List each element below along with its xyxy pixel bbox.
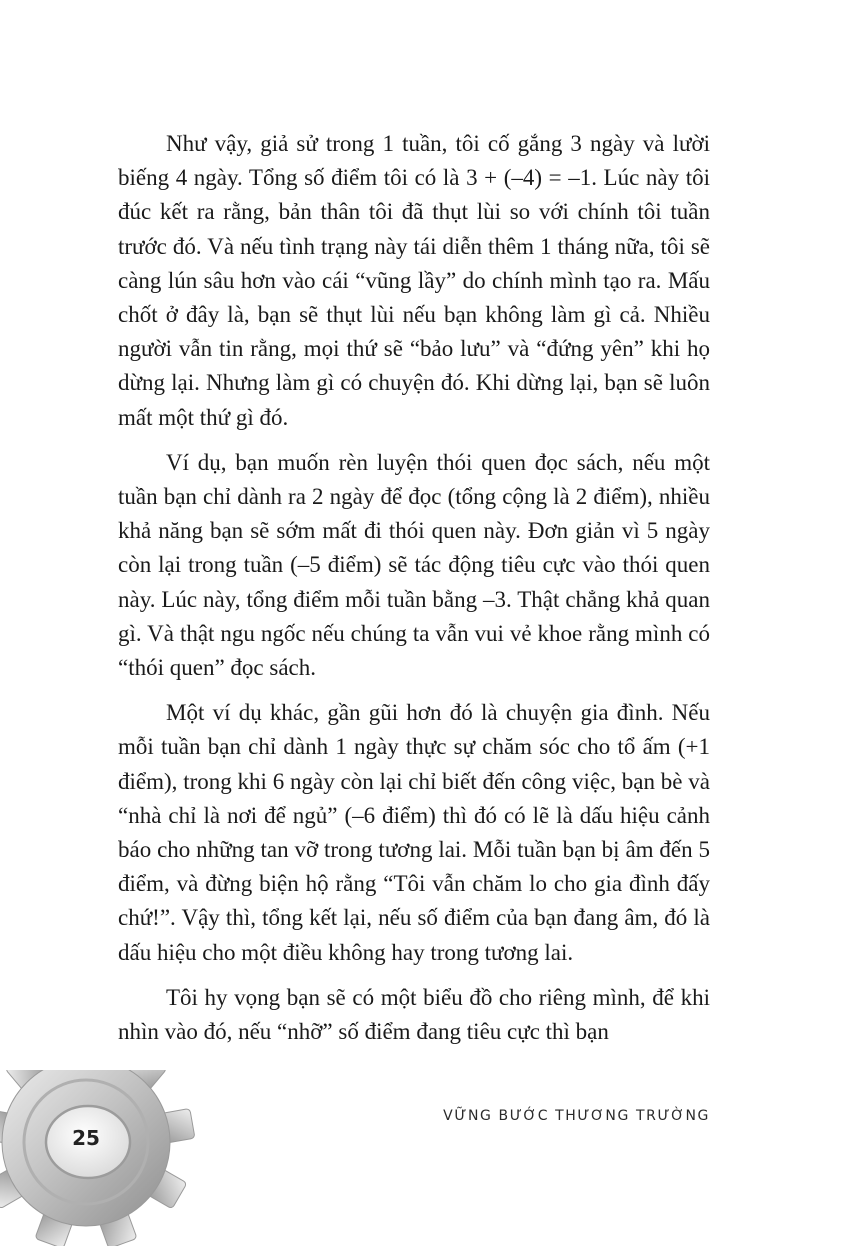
paragraph-2: Ví dụ, bạn muốn rèn luyện thói quen đọc sách, nếu một tuần bạn chỉ dành ra 2 ngày để đọc (tổng cộng là 2 điểm), nhiều khả năng bạn sẽ sớm mất đi thói quen này. Đơn giản vì 5 ngày còn lại trong tuần (–5 điểm) sẽ tác động tiêu cực vào thói quen này. Lúc này, tổng điểm mỗi tuần bằng –3. Thật chẳng khả quan gì. Và thật ngu ngốc nếu chúng ta vẫn vui vẻ khoe rằng mình có “thói quen” đọc sách.	[118, 449, 710, 681]
paragraph-3: Một ví dụ khác, gần gũi hơn đó là chuyện gia đình. Nếu mỗi tuần bạn chỉ dành 1 ngày thực sự chăm sóc cho tổ ấm (+1 điểm), trong khi 6 ngày còn lại chỉ biết đến công việc, bạn bè và “nhà chỉ là nơi để ngủ” (–6 điểm) thì đó có lẽ là dấu hiệu cảnh báo cho những tan vỡ trong tương lai. Mỗi tuần bạn bị âm đến 5 điểm, và đừng biện hộ rằng “Tôi vẫn chăm lo cho gia đình đấy chứ!”. Vậy thì, tổng kết lại, nếu số điểm của bạn đang âm, đó là dấu hiệu cho một điều không hay trong tương lai.	[118, 700, 710, 965]
paragraph-4: Tôi hy vọng bạn sẽ có một biểu đồ cho riêng mình, để khi nhìn vào đó, nếu “nhỡ” số điểm đang tiêu cực thì bạn	[118, 984, 710, 1045]
paragraph-1: Như vậy, giả sử trong 1 tuần, tôi cố gắng 3 ngày và lười biếng 4 ngày. Tổng số điểm tôi có là 3 + (–4) = –1. Lúc này tôi đúc kết ra rằng, bản thân tôi đã thụt lùi so với chính tôi tuần trước đó. Và nếu tình trạng này tái diễn thêm 1 tháng nữa, tôi sẽ càng lún sâu hơn vào cái “vũng lầy” do chính mình tạo ra. Mấu chốt ở đây là, bạn sẽ thụt lùi nếu bạn không làm gì cả. Nhiều người vẫn tin rằng, mọi thứ sẽ “bảo lưu” và “đứng yên” khi họ dừng lại. Nhưng làm gì có chuyện đó. Khi dừng lại, bạn sẽ luôn mất một thứ gì đó.	[118, 131, 710, 430]
running-title: VỮNG BƯỚC THƯƠNG TRƯỜNG	[443, 1108, 710, 1124]
page-number: 25	[72, 1126, 100, 1150]
gear-icon	[0, 1070, 200, 1246]
page-body	[118, 127, 710, 1049]
